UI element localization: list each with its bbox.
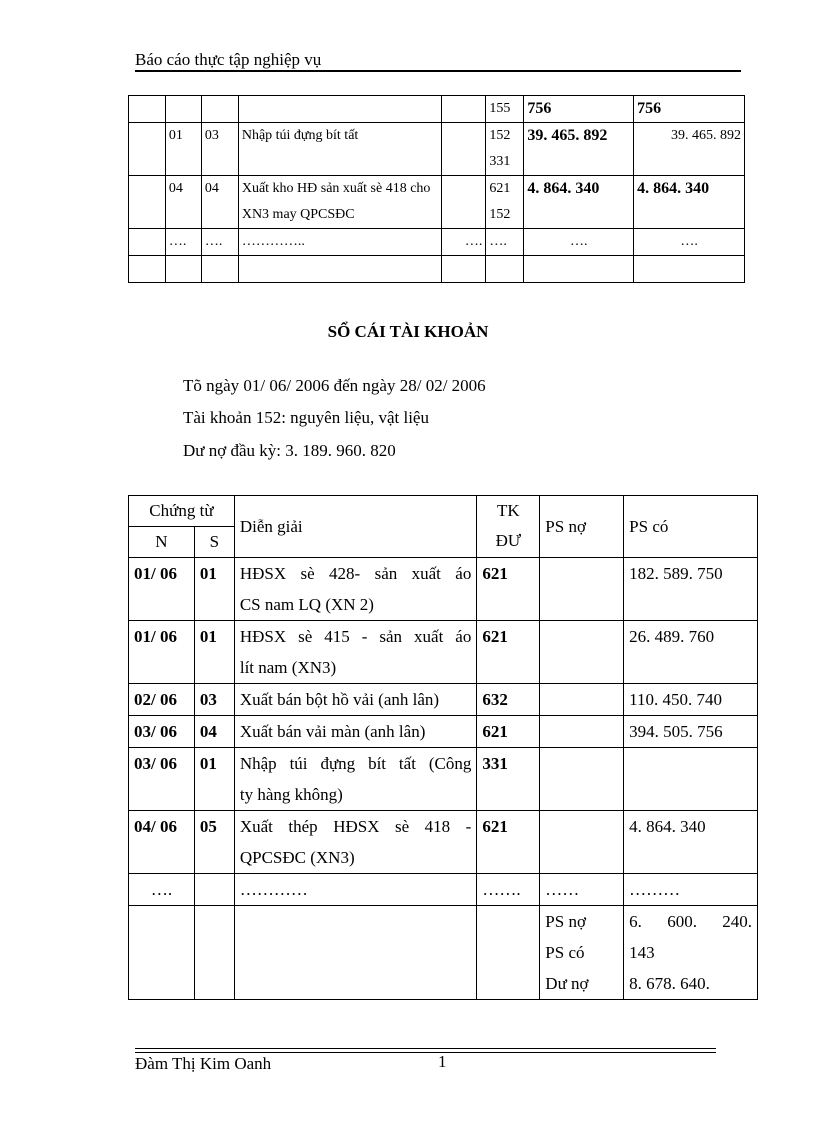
cell: [634, 256, 745, 283]
debit-cell: [540, 716, 624, 748]
credit-header: PS có: [624, 496, 758, 558]
desc-line: ty hàng không): [239, 785, 343, 804]
cell: 39. 465. 892: [634, 123, 745, 176]
opening-balance-line: Dư nợ đầu kỳ: 3. 189. 960. 820: [183, 441, 396, 460]
table-row: [129, 256, 745, 283]
desc-line: Xuất thép HĐSX sè 418 -: [239, 817, 472, 836]
cell: [129, 123, 166, 176]
summary-values: [624, 906, 758, 1000]
desc-cell: [234, 684, 477, 716]
desc-line: Xuất bán vải màn (anh lân): [239, 722, 426, 741]
credit-cell: 4. 864. 340: [624, 811, 758, 874]
footer-rule: [135, 1052, 716, 1053]
cell: [165, 96, 201, 123]
cell: Nhập túi đựng bít tất: [238, 123, 442, 176]
ledger-title: SỔ CÁI TÀI KHOẢN: [327, 322, 489, 341]
header-rule: [135, 70, 741, 72]
cell: [201, 256, 238, 283]
cell: …………..: [238, 229, 442, 256]
date-cell: 01/ 06: [129, 621, 195, 684]
top-journal-table: [128, 95, 745, 283]
table-row: [129, 229, 745, 256]
desc-line: Nhập túi đựng bít tất (Công: [239, 754, 472, 773]
summary-labels: [540, 906, 624, 1000]
credit-cell: ………: [624, 874, 758, 906]
summary-label: Dư nợ: [545, 974, 589, 993]
cell: 4. 864. 340: [634, 176, 745, 229]
summary-label: PS có: [545, 943, 585, 962]
date-cell: 04/ 06: [129, 811, 195, 874]
table-row: [129, 748, 758, 811]
cell: ….: [634, 229, 745, 256]
table-row: [129, 684, 758, 716]
cell: [477, 906, 540, 1000]
cell: 756: [634, 96, 745, 123]
cell: 04: [165, 176, 201, 229]
cell: [442, 176, 486, 229]
period-line: Tõ ngày 01/ 06/ 2006 đến ngày 28/ 02/ 2006: [183, 376, 486, 395]
date-cell: 03/ 06: [129, 748, 195, 811]
tk-cell: 621: [477, 716, 540, 748]
no-cell: 01: [194, 558, 234, 621]
cell: [238, 256, 442, 283]
credit-cell: 110. 450. 740: [624, 684, 758, 716]
debit-cell: [540, 558, 624, 621]
credit-cell: [624, 748, 758, 811]
cell: ….: [486, 229, 524, 256]
cell: [486, 256, 524, 283]
cell: [129, 256, 166, 283]
tk-header: TK ĐƯ: [477, 496, 540, 558]
no-cell: 04: [194, 716, 234, 748]
no-cell: 01: [194, 748, 234, 811]
debit-cell: [540, 684, 624, 716]
desc-line: HĐSX sè 428- sản xuất áo: [239, 564, 472, 583]
cell: [238, 96, 442, 123]
cell: Xuất kho HĐ sản xuất sè 418 cho XN3 may QPCSĐC: [238, 176, 442, 229]
cell: 01: [165, 123, 201, 176]
cell: [234, 906, 477, 1000]
cell: [129, 96, 166, 123]
tk-cell: 331: [477, 748, 540, 811]
footer-rule: [135, 1048, 716, 1049]
table-row: [129, 176, 745, 229]
desc-line: Xuất bán bột hồ vải (anh lân): [239, 690, 440, 709]
date-cell: 01/ 06: [129, 558, 195, 621]
cell: [194, 906, 234, 1000]
debit-header: PS nợ: [540, 496, 624, 558]
cell: 756: [524, 96, 634, 123]
cell: [165, 256, 201, 283]
date-cell: 03/ 06: [129, 716, 195, 748]
cell: [524, 256, 634, 283]
summary-value: 143: [629, 943, 655, 962]
cell: [442, 256, 486, 283]
cell: 39. 465. 892: [524, 123, 634, 176]
table-row: [129, 96, 745, 123]
table-row: [129, 811, 758, 874]
cell: [129, 229, 166, 256]
n-header: N: [129, 527, 195, 558]
report-header-title: Báo cáo thực tập nghiệp vụ: [135, 50, 322, 69]
tk-cell: 621: [477, 811, 540, 874]
cell: [442, 123, 486, 176]
table-row: [129, 621, 758, 684]
credit-cell: 26. 489. 760: [624, 621, 758, 684]
summary-value: 6. 600. 240.: [629, 912, 752, 931]
cell: ….: [524, 229, 634, 256]
table-header-row: [129, 496, 758, 527]
debit-cell: [540, 748, 624, 811]
cell: 152 331: [486, 123, 524, 176]
credit-cell: 394. 505. 756: [624, 716, 758, 748]
table-row: [129, 558, 758, 621]
desc-line: lít nam (XN3): [239, 658, 337, 677]
cell: 621 152: [486, 176, 524, 229]
desc-line: HĐSX sè 415 - sản xuất áo: [239, 627, 472, 646]
summary-value: 8. 678. 640.: [629, 974, 710, 993]
account-line: Tài khoản 152: nguyên liệu, vật liệu: [183, 408, 429, 427]
date-cell: 02/ 06: [129, 684, 195, 716]
desc-cell: [234, 621, 477, 684]
cell: 155: [486, 96, 524, 123]
cell: [129, 906, 195, 1000]
table-row: [129, 123, 745, 176]
no-cell: 01: [194, 621, 234, 684]
ledger-table: [128, 495, 758, 1000]
cell: 4. 864. 340: [524, 176, 634, 229]
desc-cell: [234, 716, 477, 748]
voucher-header: Chứng từ: [129, 496, 235, 527]
desc-line: CS nam LQ (XN 2): [239, 595, 374, 614]
tk-cell: 621: [477, 621, 540, 684]
no-cell: [194, 874, 234, 906]
s-header: S: [194, 527, 234, 558]
cell: ….: [165, 229, 201, 256]
summary-label: PS nợ: [545, 912, 586, 931]
debit-cell: ……: [540, 874, 624, 906]
debit-cell: [540, 811, 624, 874]
tk-cell: 632: [477, 684, 540, 716]
cell: [201, 96, 238, 123]
desc-cell: …………: [234, 874, 477, 906]
desc-cell: [234, 558, 477, 621]
cell: [442, 96, 486, 123]
desc-line: QPCSĐC (XN3): [239, 848, 355, 867]
summary-row: [129, 906, 758, 1000]
table-row: [129, 874, 758, 906]
desc-header: Diễn giải: [234, 496, 477, 558]
cell: [129, 176, 166, 229]
cell: ….: [442, 229, 486, 256]
page-number: 1: [438, 1052, 447, 1071]
no-cell: 05: [194, 811, 234, 874]
date-cell: ….: [129, 874, 195, 906]
debit-cell: [540, 621, 624, 684]
desc-cell: [234, 811, 477, 874]
table-row: [129, 716, 758, 748]
tk-cell: 621: [477, 558, 540, 621]
cell: 03: [201, 123, 238, 176]
no-cell: 03: [194, 684, 234, 716]
credit-cell: 182. 589. 750: [624, 558, 758, 621]
cell: ….: [201, 229, 238, 256]
desc-cell: [234, 748, 477, 811]
author-name: Đàm Thị Kim Oanh: [135, 1054, 272, 1073]
tk-cell: …….: [477, 874, 540, 906]
cell: 04: [201, 176, 238, 229]
